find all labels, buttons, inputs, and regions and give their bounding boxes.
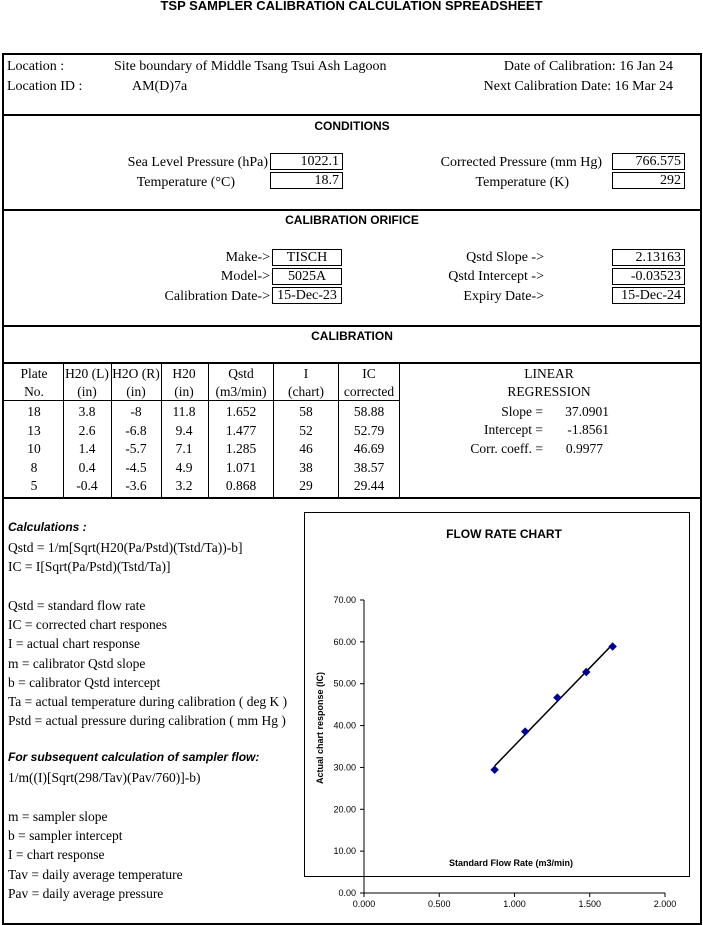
location-id-value: AM(D)7a [132, 79, 188, 94]
table-cell: -6.8 [125, 422, 147, 438]
table-cell: 1.652 [225, 404, 257, 419]
location-value: Site boundary of Middle Tsang Tsui Ash Lagoon [114, 59, 387, 74]
date-of-calibration: Date of Calibration: 16 Jan 24 [503, 59, 673, 74]
column-header-unit: (in) [126, 384, 146, 399]
table-cell: 38 [299, 459, 313, 475]
corr-coeff-label: Corr. coeff. = [470, 441, 543, 456]
definition-item: b = calibrator Qstd intercept [8, 674, 161, 690]
qstd-intercept-label: Qstd Intercept -> [448, 269, 544, 284]
qstd-slope-value: 2.13163 [612, 249, 685, 266]
column-header-unit: (in) [77, 384, 97, 399]
x-tick-label: 2.000 [653, 899, 677, 909]
table-cell: -4.5 [125, 459, 147, 475]
column-header-unit: REGRESSION [507, 384, 591, 399]
column-header-title: IC [362, 366, 376, 381]
table-cell: 29 [299, 478, 313, 493]
subsequent-definition-item: Tav = daily average temperature [8, 866, 183, 882]
table-cell: 18 [27, 404, 41, 419]
calibration-sheet [2, 53, 702, 925]
x-tick-label: 1.000 [503, 899, 526, 909]
chart-title: FLOW RATE CHART [446, 527, 562, 541]
subsequent-formula: 1/m((I)[Sqrt(298/Tav)(Pav/760)]-b) [8, 770, 201, 785]
y-tick-label: 40.00 [333, 720, 356, 731]
expiry-date-label: Expiry Date-> [463, 289, 544, 304]
column-header-unit: corrected [343, 384, 395, 399]
slope-value: 37.0901 [565, 404, 609, 419]
make-label: Make-> [225, 250, 270, 265]
column-header-title: Qstd [228, 366, 254, 381]
subsequent-heading: For subsequent calculation of sampler flow: [8, 750, 260, 764]
column-header-title: H20 (L) [65, 366, 109, 381]
divider [4, 209, 700, 211]
page-title: TSP SAMPLER CALIBRATION CALCULATION SPREADSHEET [160, 0, 543, 13]
table-cell: 58 [299, 404, 313, 419]
x-axis-label: Standard Flow Rate (m3/min) [448, 858, 574, 868]
y-tick-label: 70.00 [333, 595, 356, 605]
column-header-title: H2O (R) [112, 366, 160, 381]
table-cell: 38.57 [353, 459, 385, 475]
sea-level-pressure-value: 1022.1 [270, 153, 343, 170]
formula-ic: IC = I[Sqrt(Pa/Pstd)(Tstd/Ta)] [8, 559, 171, 574]
table-cell: 0.868 [225, 478, 257, 493]
definition-item: Qstd = standard flow rate [8, 598, 146, 613]
table-cell: 11.8 [172, 404, 196, 419]
x-tick-label: 1.500 [578, 899, 602, 909]
table-cell: -3.6 [125, 478, 147, 493]
subsequent-definition-item: I = chart response [8, 847, 105, 863]
table-cell: 1.071 [225, 459, 257, 475]
qstd-intercept-value: -0.03523 [612, 268, 685, 285]
table-cell: 29.44 [353, 478, 385, 493]
x-tick-label: 0.000 [352, 899, 376, 909]
table-cell: 52 [299, 422, 313, 438]
intercept-label: Intercept = [484, 422, 543, 437]
column-header-unit: No. [24, 384, 44, 399]
table-cell: 46.69 [353, 441, 385, 456]
calibration-date-label: Calibration Date-> [164, 289, 270, 304]
y-tick-label: 0.00 [338, 888, 356, 898]
model-label: Model-> [220, 269, 270, 284]
location-label: Location : [7, 59, 65, 74]
table-cell: 4.9 [175, 459, 193, 475]
subsequent-definition-item: b = sampler intercept [8, 828, 123, 844]
y-axis-label: Actual chart response (IC) [315, 671, 325, 785]
column-header-unit: (m3/min) [215, 384, 267, 399]
table-cell: 1.4 [78, 441, 96, 456]
divider [4, 325, 700, 327]
table-cell: 9.4 [175, 422, 193, 438]
definition-item: Pstd = actual pressure during calibration ( mm Hg ) [8, 713, 286, 729]
table-cell: -0.4 [76, 478, 98, 493]
divider [4, 114, 700, 116]
table-cell: 13 [27, 422, 41, 438]
formula-qstd: Qstd = 1/m[Sqrt(H20(Pa/Pstd)(Tstd/Ta))-b] [8, 540, 243, 555]
orifice-heading: CALIBRATION ORIFICE [285, 213, 419, 227]
table-cell: 3.2 [175, 478, 193, 493]
corrected-pressure-label: Corrected Pressure (mm Hg) [440, 155, 602, 170]
intercept-value: -1.8561 [567, 422, 609, 437]
temperature-k-value: 292 [612, 172, 685, 189]
corr-coeff-value: 0.9977 [565, 441, 603, 456]
sea-level-pressure-label: Sea Level Pressure (hPa) [127, 155, 268, 170]
table-cell: 7.1 [175, 441, 193, 456]
temperature-c-value: 18.7 [270, 172, 343, 189]
subsequent-definition-item: m = sampler slope [8, 809, 108, 824]
table-cell: 46 [299, 441, 313, 456]
calculations-heading: Calculations : [8, 520, 87, 534]
definition-item: IC = corrected chart respones [8, 617, 168, 633]
column-header-title: I [303, 366, 309, 381]
y-tick-label: 50.00 [333, 678, 356, 689]
calibration-date-value: 15-Dec-23 [272, 287, 342, 304]
y-tick-label: 10.00 [333, 846, 356, 857]
divider [4, 497, 700, 499]
column-header-unit: (chart) [288, 384, 324, 399]
table-cell: 2.6 [78, 422, 96, 438]
location-id-label: Location ID : [7, 79, 83, 94]
model-value: 5025A [272, 268, 342, 285]
table-cell: 0.4 [78, 459, 96, 475]
subsequent-definition-item: Pav = daily average pressure [8, 885, 164, 901]
conditions-heading: CONDITIONS [314, 119, 390, 133]
definition-item: Ta = actual temperature during calibration ( deg K ) [8, 694, 288, 709]
table-cell: 1.285 [225, 441, 257, 456]
expiry-date-value: 15-Dec-24 [612, 287, 685, 304]
table-cell: 10 [27, 441, 41, 456]
column-header-title: Plate [20, 366, 48, 381]
calibration-heading: CALIBRATION [311, 329, 393, 343]
table-cell: 3.8 [78, 404, 96, 419]
table-cell: -8 [130, 404, 142, 419]
y-tick-label: 60.00 [333, 636, 356, 647]
qstd-slope-label: Qstd Slope -> [466, 250, 544, 265]
definition-item: I = actual chart response [8, 636, 141, 652]
temperature-k-label: Temperature (K) [475, 175, 569, 190]
corrected-pressure-value: 766.575 [612, 153, 685, 170]
flow-rate-chart [304, 512, 690, 909]
x-tick-label: 0.500 [427, 899, 451, 909]
slope-label: Slope = [501, 404, 543, 419]
definition-item: m = calibrator Qstd slope [8, 655, 146, 671]
table-cell: -5.7 [125, 441, 147, 456]
next-calibration-date: Next Calibration Date: 16 Mar 24 [483, 79, 673, 94]
temperature-c-label: Temperature (°C) [136, 175, 235, 190]
column-header-title: H20 [172, 366, 196, 381]
table-cell: 52.79 [353, 422, 385, 438]
table-cell: 5 [30, 478, 38, 493]
table-cell: 58.88 [353, 404, 385, 419]
y-tick-label: 30.00 [333, 762, 356, 773]
column-header-unit: (in) [174, 384, 194, 399]
table-cell: 8 [30, 459, 38, 475]
column-header-title: LINEAR [524, 366, 574, 381]
table-cell: 1.477 [225, 422, 257, 438]
divider [4, 362, 700, 364]
make-value: TISCH [272, 249, 342, 266]
y-tick-label: 20.00 [333, 804, 356, 815]
